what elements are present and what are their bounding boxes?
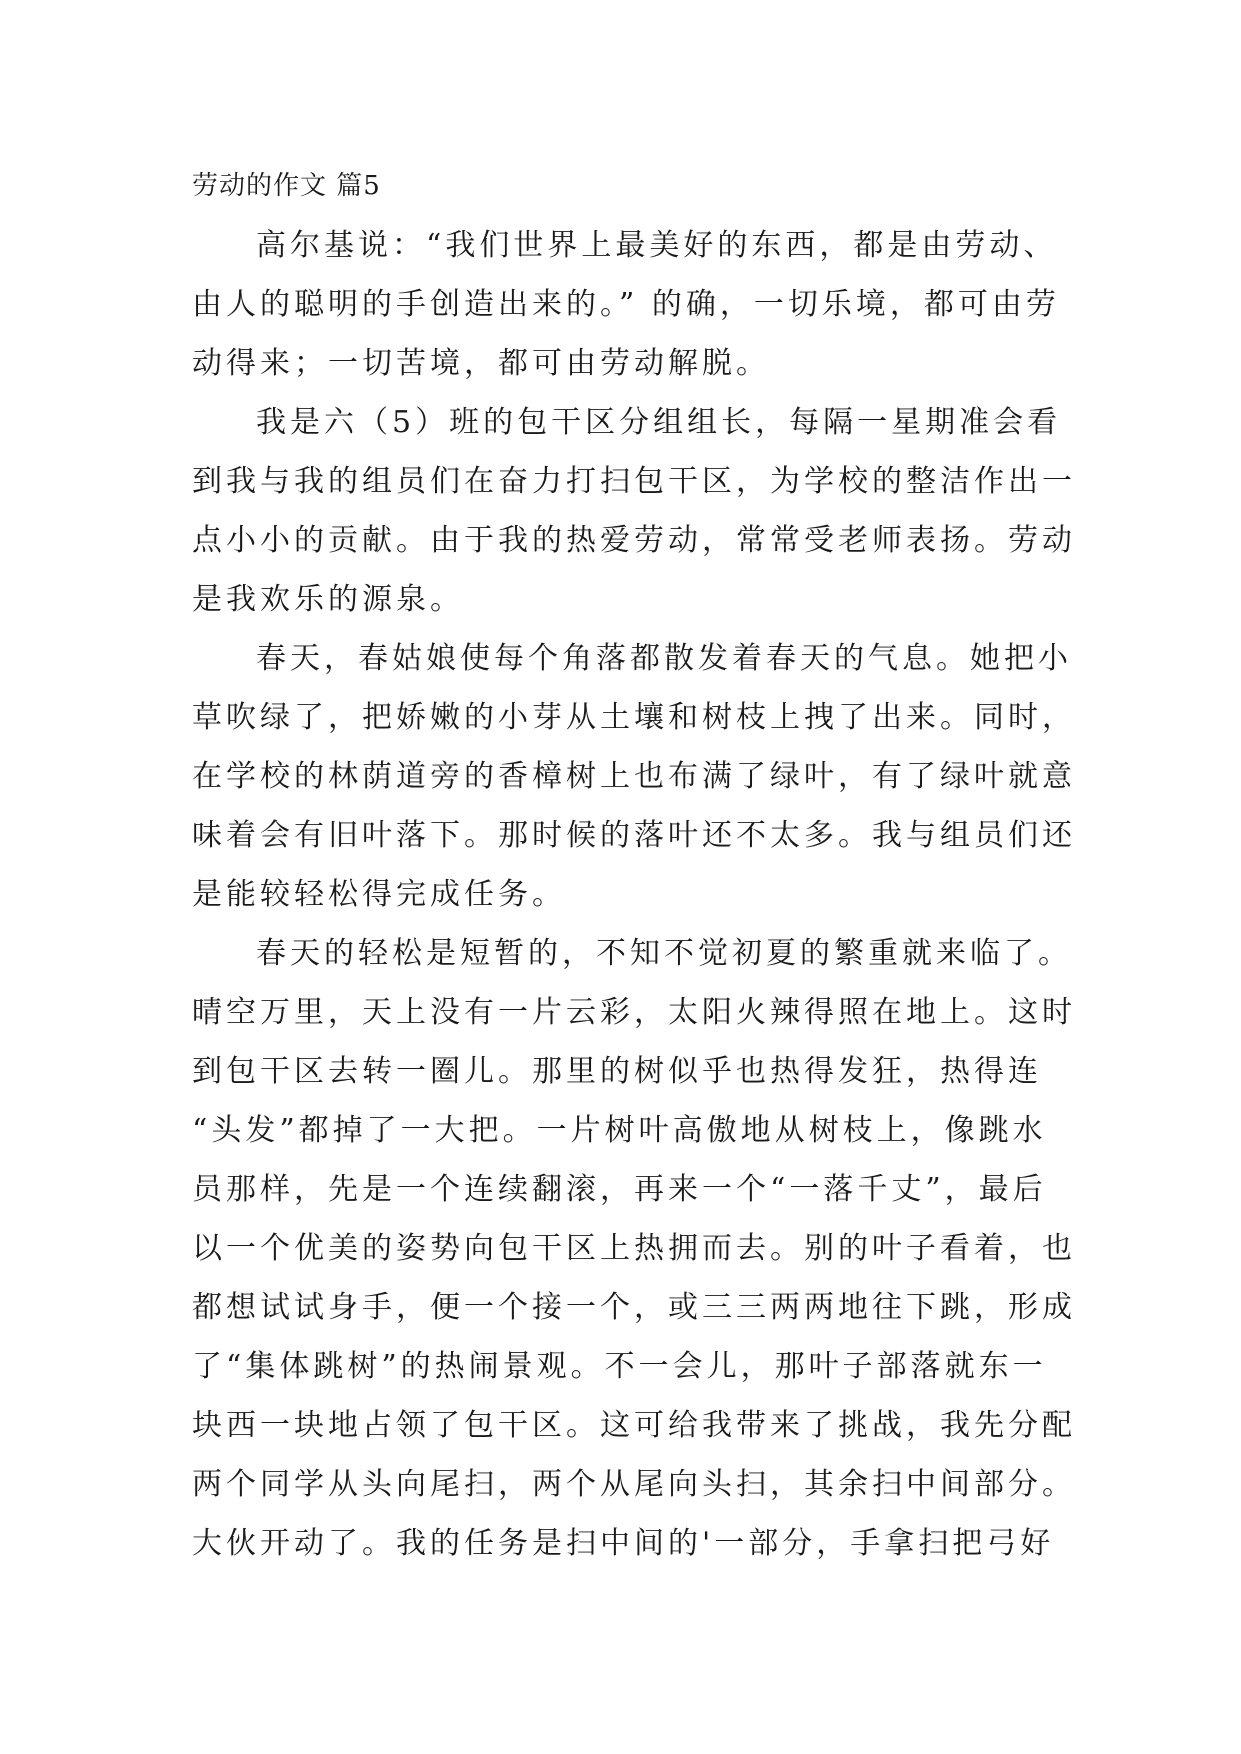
paragraph-line: 味着会有旧叶落下。那时候的落叶还不太多。我与组员们还: [192, 818, 1076, 853]
paragraph-2: [192, 393, 1076, 629]
document-body: [192, 164, 1076, 1573]
paragraph-1: [192, 216, 1072, 393]
paragraph-line: 都想试试身手，便一个接一个，或三三两两地往下跳，形成: [192, 1290, 1076, 1325]
paragraph-line: 春天，春姑娘使每个角落都散发着春天的气息。她把小: [256, 641, 1072, 676]
paragraph-line: 块西一块地占领了包干区。这可给我带来了挑战，我先分配: [192, 1408, 1076, 1443]
paragraph-line: 是能较轻松得完成任务。: [192, 877, 566, 912]
paragraph-line: 员那样，先是一个连续翻滚，再来一个“一落千丈”，最后: [192, 1172, 1047, 1207]
paragraph-line: 晴空万里，天上没有一片云彩，太阳火辣得照在地上。这时: [192, 995, 1076, 1030]
paragraph-line: 高尔基说：“我们世界上最美好的东西，都是由劳动、: [256, 228, 1058, 263]
paragraph-line: 草吹绿了，把娇嫩的小芽从土壤和树枝上拽了出来。同时，: [192, 700, 1076, 735]
paragraph-line: 由人的聪明的手创造出来的。” 的确，一切乐境，都可由劳: [192, 287, 1060, 322]
paragraph-line: 春天的轻松是短暂的，不知不觉初夏的繁重就来临了。: [256, 936, 1072, 971]
page-title: 劳动的作文 篇5: [192, 171, 381, 201]
paragraph-line: 大伙开动了。我的任务是扫中间的'一部分，手拿扫把弓好: [192, 1526, 1055, 1561]
paragraph-line: 两个同学从头向尾扫，两个从尾向头扫，其余扫中间部分。: [192, 1467, 1076, 1502]
paragraph-3: [192, 629, 1076, 924]
paragraph-line: 我是六（5）班的包干区分组组长，每隔一星期准会看: [256, 405, 1062, 440]
paragraph-line: 在学校的林荫道旁的香樟树上也布满了绿叶，有了绿叶就意: [192, 759, 1076, 794]
paragraph-line: 点小小的贡献。由于我的热爱劳动，常常受老师表扬。劳动: [192, 523, 1076, 558]
paragraph-line: 动得来；一切苦境，都可由劳动解脱。: [192, 346, 770, 381]
paragraph-line: 以一个优美的姿势向包干区上热拥而去。别的叶子看着，也: [192, 1231, 1076, 1266]
paragraph-line: 了“集体跳树”的热闹景观。不一会儿，那叶子部落就东一: [192, 1349, 1047, 1384]
paragraph-line: 是我欢乐的源泉。: [192, 582, 464, 617]
paragraph-4: [192, 924, 1076, 1573]
paragraph-line: “头发”都掉了一大把。一片树叶高傲地从树枝上，像跳水: [192, 1113, 1047, 1148]
paragraph-line: 到包干区去转一圈儿。那里的树似乎也热得发狂，热得连: [192, 1054, 1042, 1089]
paragraph-line: 到我与我的组员们在奋力打扫包干区，为学校的整洁作出一: [192, 464, 1076, 499]
